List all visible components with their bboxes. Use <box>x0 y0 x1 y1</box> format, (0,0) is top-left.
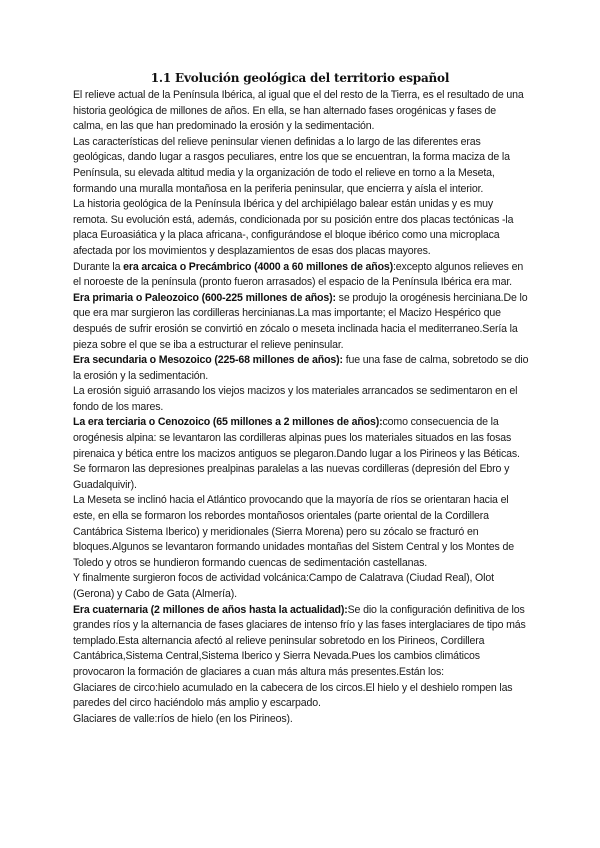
paragraph <box>73 135 529 197</box>
paragraph-prefix: Durante la <box>73 260 124 273</box>
era-heading: Era secundaria o Mesozoico (225-68 millones de años): <box>73 354 343 367</box>
paragraph-text: Y finalmente surgieron focos de actividad volcánica:Campo de Calatrava (Ciudad Real), Olot (Gerona) y Cabo de Gata (Almería). <box>73 572 494 600</box>
paragraph-text: se produjo la orogénesis herciniana.De lo que era mar surgieron las cordilleras hercinianas.La mas importante; el Macizo Hespérico que después de sufrir erosión se convirtió en zócalo o meseta inclinada hacia el mediterraneo.Sería la pieza sobre el que se iba a estructurar el relieve peninsular. <box>73 291 528 351</box>
paragraph <box>73 712 529 728</box>
paragraph-text: :excepto algunos relieves en el noroeste de la península (pronto fueron arrasados) el espacio de la Península Ibérica era mar. <box>73 260 524 289</box>
paragraph-text: Se dio la configuración definitiva de los grandes ríos y la alternancia de fases glaciares de intenso frío y las fases interglaciares de tipo más templado.Esta alternancia afectó al relieve peninsular sobretodo en los Pirineos, Cordillera Cantábrica,Sistema Central,Sistema Iberico y Sierra Nevada.Pues los cambios climáticos provocaron la formación de glaciares a cuan más altura más presentes.Están los: <box>73 603 526 678</box>
paragraph <box>73 681 529 712</box>
paragraph <box>73 462 529 493</box>
paragraph-text: La historia geológica de la Península Ibérica y del archipiélago balear están unidas y es muy remota. Su evolución está, además, condicionada por su posición entre dos placas tectónicas -la placa Euroasiática y la placa africana-, configurándose el bloque ibérico como una microplaca afectada por los movimientos y desplazamientos de esas dos placas mayores. <box>73 198 514 257</box>
paragraph <box>73 88 529 135</box>
paragraph <box>73 260 529 291</box>
era-heading: Era primaria o Paleozoico (600-225 millones de años): <box>73 291 336 304</box>
paragraph-text: Glaciares de valle:ríos de hielo (en los Pirineos). <box>73 712 293 725</box>
paragraph <box>73 384 529 415</box>
paragraph <box>73 493 529 571</box>
paragraph-text: La Meseta se inclinó hacia el Atlántico provocando que la mayoría de ríos se orientaran hacia el este, en ella se formaron los rebordes montañosos orientales (parte oriental de la Cordillera Cantábrica Sistema Iberico) y meridionales (Sierra Morena) pero su zócalo se fracturó en bloques.Algunos se levantaron formando unidades montañas del Sistem Central y los Montes de Toledo y otros se hundieron formando cuencas de sedimentación castellanas. <box>73 494 514 569</box>
paragraph-text: Las características del relieve peninsular vienen definidas a lo largo de las diferentes eras geológicas, dando lugar a rasgos peculiares, entre los que se encuentran, la forma maciza de la Península, su elevada altitud media y la organización de todo el relieve en torno a la Meseta, formando una muralla montañosa en la periferia peninsular, que encierra y aísla el interior. <box>73 135 510 195</box>
paragraph <box>73 415 529 462</box>
paragraph-text: fue una fase de calma, sobretodo se dio la erosión y la sedimentación. <box>73 354 529 382</box>
document-title: 1.1 Evolución geológica del territorio español <box>150 71 450 85</box>
paragraph <box>73 571 529 602</box>
era-heading: Era cuaternaria (2 millones de años hasta la actualidad): <box>73 603 348 616</box>
paragraph-text: como consecuencia de la orogénesis alpina: se levantaron las cordilleras alpinas pues los materiales situados en las fosas pirenaica y bética entre los macizos antiguos se plegaron.Dando lugar a los Pirineos y las Béticas. <box>73 416 520 460</box>
paragraph-text: Se formaron las depresiones prealpinas paralelas a las nuevas cordilleras (depresión del Ebro y Guadalquivir). <box>73 463 510 491</box>
paragraph <box>73 197 529 259</box>
era-heading: era arcaica o Precámbrico (4000 a 60 millones de años) <box>123 260 394 273</box>
paragraph-text: La erosión siguió arrasando los viejos macizos y los materiales arrancados se sedimentaron en el fondo de los mares. <box>73 385 518 413</box>
paragraph-text: Glaciares de circo:hielo acumulado en la cabecera de los circos.El hielo y el deshielo rompen las paredes del circo haciéndolo más amplio y escarpado. <box>73 681 513 710</box>
document-body <box>73 88 529 727</box>
paragraph <box>73 291 529 353</box>
era-heading: La era terciaria o Cenozoico (65 millones a 2 millones de años): <box>73 416 383 429</box>
paragraph <box>73 603 529 681</box>
paragraph <box>73 353 529 384</box>
paragraph-text: El relieve actual de la Península Ibérica, al igual que el del resto de la Tierra, es el resultado de una historia geológica de millones de años. En ella, se han alternado fases orogénicas y fases de calma, en las que han predominado la erosión y la sedimentación. <box>73 89 524 133</box>
